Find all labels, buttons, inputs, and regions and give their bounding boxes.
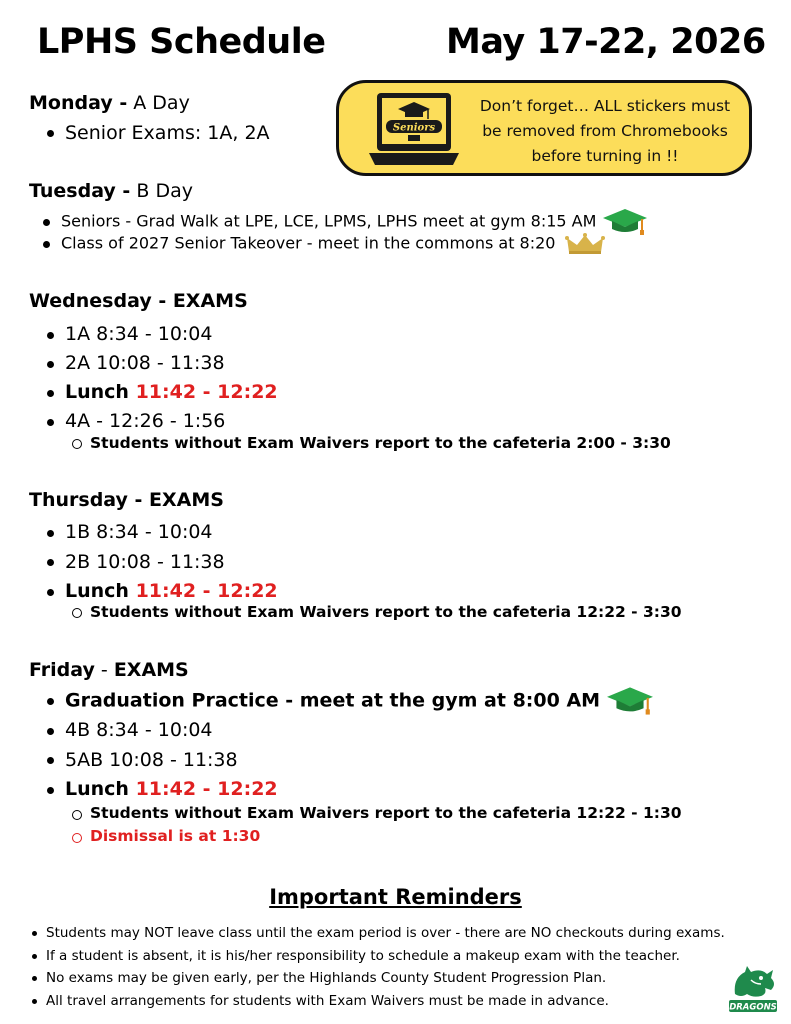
thursday-waiver-note: Students without Exam Waivers report to the cafeteria 12:22 - 3:30 bbox=[90, 603, 682, 621]
thursday-heading: Thursday - EXAMS bbox=[29, 489, 224, 511]
friday-item-5ab: 5AB 10:08 - 11:38 bbox=[65, 746, 654, 776]
laptop-seniors-label: Seniors bbox=[392, 122, 436, 134]
laptop-seniors-icon bbox=[367, 89, 461, 171]
sticker-reminder-callout bbox=[336, 80, 752, 176]
friday-item-grad-practice: Graduation Practice - meet at the gym at 8:00 AM bbox=[65, 686, 654, 716]
thursday-item-lunch: Lunch 11:42 - 12:22 bbox=[65, 577, 278, 607]
tuesday-item-grad-walk: Seniors - Grad Walk at LPE, LCE, LPMS, LPHS meet at gym 8:15 AM bbox=[61, 208, 648, 236]
svg-text:DRAGONS: DRAGONS bbox=[729, 1002, 777, 1013]
thursday-sublist bbox=[90, 603, 682, 621]
callout-line-3: before turning in !! bbox=[531, 147, 679, 165]
reminder-item: No exams may be given early, per the Highlands County Student Progression Plan. bbox=[46, 967, 725, 990]
wednesday-list bbox=[65, 320, 278, 436]
reminder-item: If a student is absent, it is his/her responsibility to schedule a makeup exam with the teacher. bbox=[46, 945, 725, 968]
friday-waiver-note: Students without Exam Waivers report to the cafeteria 12:22 - 1:30 bbox=[90, 802, 682, 825]
callout-line-2: be removed from Chromebooks bbox=[482, 122, 728, 140]
thursday-item-1b: 1B 8:34 - 10:04 bbox=[65, 518, 278, 548]
friday-sublist bbox=[90, 802, 682, 848]
friday-item-4b: 4B 8:34 - 10:04 bbox=[65, 716, 654, 746]
tuesday-heading: Tuesday - B Day bbox=[29, 180, 193, 202]
callout-line-1: Don’t forget… ALL stickers must bbox=[479, 97, 731, 115]
friday-list bbox=[65, 686, 654, 805]
wednesday-heading: Wednesday - EXAMS bbox=[29, 290, 248, 312]
reminders-title: Important Reminders bbox=[269, 885, 522, 909]
dragon-logo-icon bbox=[727, 964, 779, 1014]
callout-text bbox=[465, 94, 745, 169]
reminder-item: Students may NOT leave class until the exam period is over - there are NO checkouts during exams. bbox=[46, 922, 725, 945]
wednesday-item-lunch: Lunch 11:42 - 12:22 bbox=[65, 378, 278, 407]
crown-icon bbox=[565, 232, 605, 256]
graduation-cap-icon bbox=[606, 686, 654, 716]
wednesday-waiver-note: Students without Exam Waivers report to the cafeteria 2:00 - 3:30 bbox=[90, 434, 671, 452]
friday-dismissal-note: Dismissal is at 1:30 bbox=[90, 825, 682, 848]
wednesday-item-4a: 4A - 12:26 - 1:56 bbox=[65, 407, 278, 436]
monday-heading: Monday - A Day bbox=[29, 92, 190, 114]
wednesday-item-1a: 1A 8:34 - 10:04 bbox=[65, 320, 278, 349]
tuesday-item-senior-takeover: Class of 2027 Senior Takeover - meet in the commons at 8:20 bbox=[61, 232, 648, 256]
thursday-item-2b: 2B 10:08 - 11:38 bbox=[65, 548, 278, 578]
monday-item: Senior Exams: 1A, 2A bbox=[65, 122, 270, 144]
friday-heading: Friday - EXAMS bbox=[29, 659, 189, 681]
page-title: LPHS Schedule bbox=[37, 22, 326, 62]
reminder-item: All travel arrangements for students with Exam Waivers must be made in advance. bbox=[46, 990, 725, 1013]
wednesday-sublist bbox=[90, 434, 671, 452]
tuesday-list bbox=[61, 208, 648, 256]
friday-item-lunch: Lunch 11:42 - 12:22 bbox=[65, 775, 654, 805]
thursday-list bbox=[65, 518, 278, 607]
wednesday-item-2a: 2A 10:08 - 11:38 bbox=[65, 349, 278, 378]
reminders-list bbox=[46, 922, 725, 1012]
monday-list bbox=[65, 122, 270, 144]
page-dates: May 17-22, 2026 bbox=[446, 22, 766, 62]
